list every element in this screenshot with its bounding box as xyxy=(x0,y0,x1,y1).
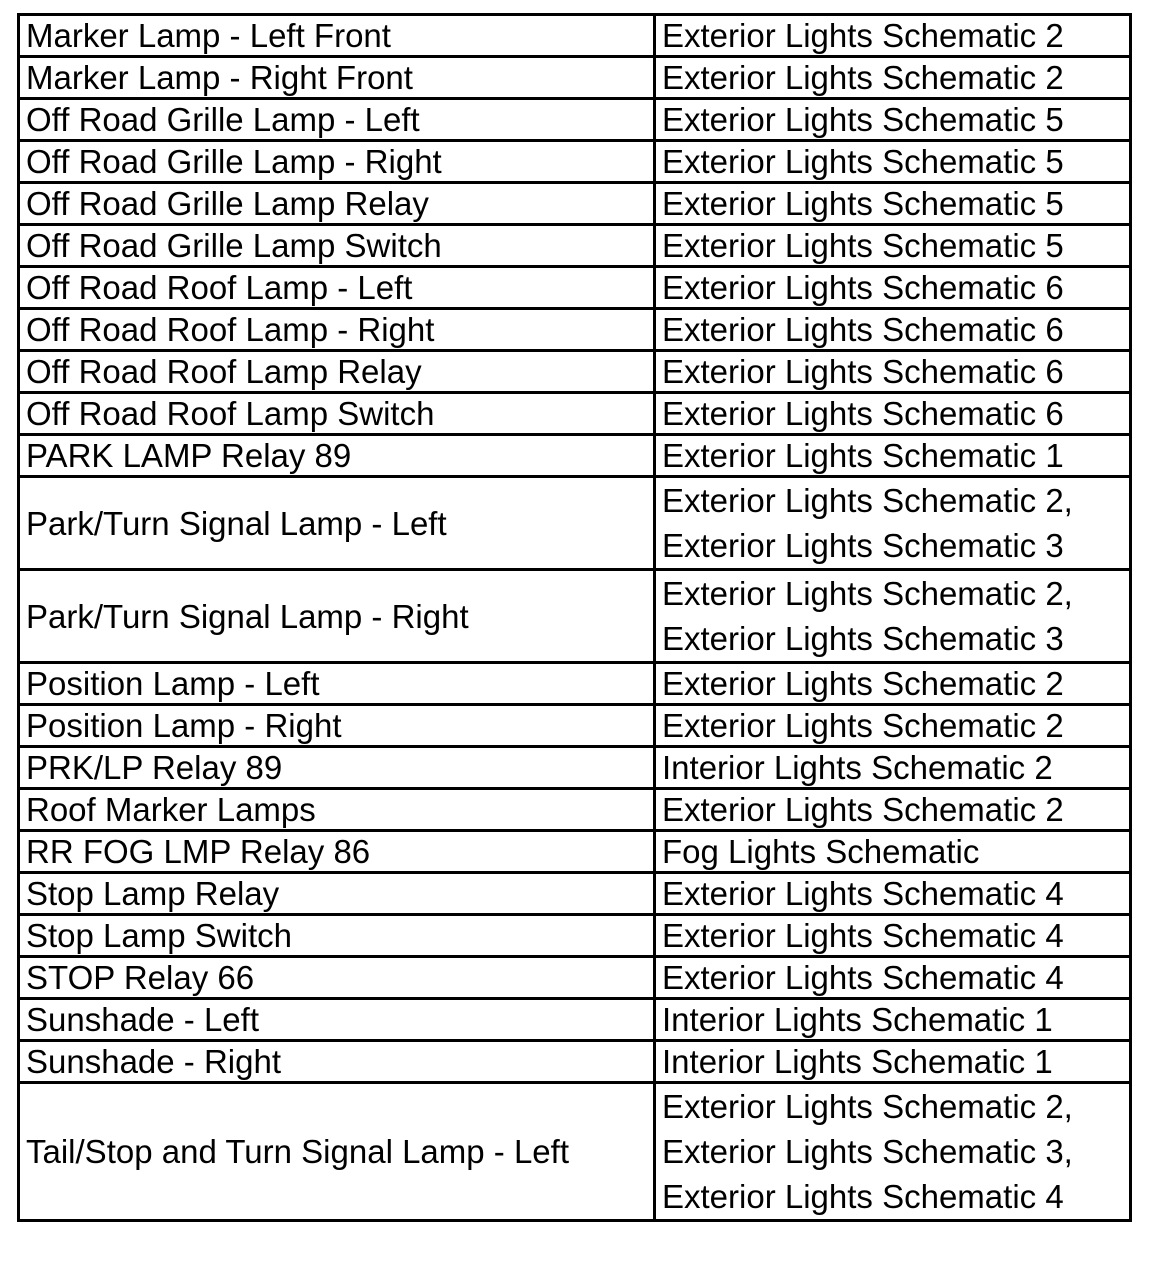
schematic-cell xyxy=(655,999,1131,1041)
schematic-cell xyxy=(655,915,1131,957)
schematic-cell xyxy=(655,183,1131,225)
table-row xyxy=(19,747,1131,789)
component-cell xyxy=(19,957,655,999)
component-cell xyxy=(19,789,655,831)
component-cell xyxy=(19,57,655,99)
component-cell xyxy=(19,435,655,477)
component-cell xyxy=(19,225,655,267)
component-cell xyxy=(19,267,655,309)
schematic-reference: Exterior Lights Schematic 2 xyxy=(662,791,1064,828)
schematic-reference: Exterior Lights Schematic 2 xyxy=(662,59,1064,96)
schematic-reference: Exterior Lights Schematic 4 xyxy=(662,917,1064,954)
component-name: Off Road Grille Lamp Relay xyxy=(26,185,429,222)
schematic-cell xyxy=(655,789,1131,831)
component-name: Off Road Grille Lamp - Right xyxy=(26,143,442,180)
schematic-reference: Exterior Lights Schematic 3 xyxy=(662,527,1064,564)
schematic-cell xyxy=(655,705,1131,747)
schematic-reference: Exterior Lights Schematic 4 xyxy=(662,1178,1064,1215)
table-row xyxy=(19,435,1131,477)
component-cell xyxy=(19,1041,655,1083)
component-cell xyxy=(19,477,655,570)
schematic-reference: Fog Lights Schematic xyxy=(662,833,980,870)
component-cell xyxy=(19,99,655,141)
schematic-cell xyxy=(655,747,1131,789)
table-row xyxy=(19,705,1131,747)
component-name: PRK/LP Relay 89 xyxy=(26,749,283,786)
schematic-cell xyxy=(655,141,1131,183)
schematic-reference: Interior Lights Schematic 1 xyxy=(662,1001,1053,1038)
component-name: Off Road Roof Lamp Relay xyxy=(26,353,422,390)
table-row xyxy=(19,570,1131,663)
schematic-reference: Exterior Lights Schematic 2 xyxy=(662,665,1064,702)
table-row xyxy=(19,663,1131,705)
table-row xyxy=(19,183,1131,225)
schematic-reference: Exterior Lights Schematic 4 xyxy=(662,959,1064,996)
table-row xyxy=(19,831,1131,873)
component-cell xyxy=(19,915,655,957)
table-row xyxy=(19,789,1131,831)
schematic-reference: Exterior Lights Schematic 5 xyxy=(662,101,1064,138)
schematic-reference: Interior Lights Schematic 1 xyxy=(662,1043,1053,1080)
schematic-cell xyxy=(655,267,1131,309)
schematic-cell xyxy=(655,309,1131,351)
table-row xyxy=(19,15,1131,57)
component-name: Off Road Roof Lamp - Right xyxy=(26,311,435,348)
schematic-reference: Exterior Lights Schematic 2, xyxy=(662,1088,1073,1125)
component-name: Park/Turn Signal Lamp - Right xyxy=(26,597,469,635)
table-row xyxy=(19,915,1131,957)
table-row xyxy=(19,141,1131,183)
schematic-cell xyxy=(655,435,1131,477)
component-name: Sunshade - Right xyxy=(26,1043,281,1080)
component-schematic-table xyxy=(17,13,1132,1222)
component-cell xyxy=(19,999,655,1041)
component-cell xyxy=(19,1083,655,1221)
schematic-reference: Exterior Lights Schematic 6 xyxy=(662,269,1064,306)
schematic-reference: Exterior Lights Schematic 2 xyxy=(662,707,1064,744)
schematic-reference: Exterior Lights Schematic 4 xyxy=(662,875,1064,912)
schematic-cell xyxy=(655,1041,1131,1083)
schematic-reference: Exterior Lights Schematic 6 xyxy=(662,353,1064,390)
schematic-cell xyxy=(655,351,1131,393)
schematic-reference: Exterior Lights Schematic 2, xyxy=(662,482,1073,519)
table-row xyxy=(19,1041,1131,1083)
component-name: Off Road Roof Lamp - Left xyxy=(26,269,413,306)
table-body xyxy=(19,15,1131,1221)
schematic-reference: Exterior Lights Schematic 2, xyxy=(662,575,1073,612)
schematic-cell xyxy=(655,99,1131,141)
component-cell xyxy=(19,873,655,915)
table-row xyxy=(19,999,1131,1041)
component-cell xyxy=(19,351,655,393)
component-cell xyxy=(19,831,655,873)
table-row xyxy=(19,393,1131,435)
component-name: PARK LAMP Relay 89 xyxy=(26,437,352,474)
component-name: Stop Lamp Switch xyxy=(26,917,292,954)
table-row xyxy=(19,309,1131,351)
component-name: STOP Relay 66 xyxy=(26,959,255,996)
table-row xyxy=(19,351,1131,393)
component-name: Off Road Grille Lamp - Left xyxy=(26,101,420,138)
component-name: Position Lamp - Left xyxy=(26,665,320,702)
table-row xyxy=(19,57,1131,99)
schematic-cell xyxy=(655,957,1131,999)
table-row xyxy=(19,957,1131,999)
table-row xyxy=(19,477,1131,570)
table-row xyxy=(19,873,1131,915)
schematic-reference: Exterior Lights Schematic 6 xyxy=(662,395,1064,432)
schematic-cell xyxy=(655,15,1131,57)
component-cell xyxy=(19,747,655,789)
schematic-reference: Exterior Lights Schematic 5 xyxy=(662,185,1064,222)
component-cell xyxy=(19,705,655,747)
schematic-cell xyxy=(655,225,1131,267)
component-cell xyxy=(19,183,655,225)
component-name: Marker Lamp - Left Front xyxy=(26,17,391,54)
schematic-cell xyxy=(655,477,1131,570)
component-cell xyxy=(19,309,655,351)
table-row xyxy=(19,267,1131,309)
schematic-reference: Exterior Lights Schematic 5 xyxy=(662,143,1064,180)
schematic-cell xyxy=(655,57,1131,99)
table-row xyxy=(19,99,1131,141)
schematic-reference: Exterior Lights Schematic 6 xyxy=(662,311,1064,348)
schematic-cell xyxy=(655,570,1131,663)
component-cell xyxy=(19,663,655,705)
table-row xyxy=(19,225,1131,267)
schematic-reference: Exterior Lights Schematic 5 xyxy=(662,227,1064,264)
schematic-reference: Exterior Lights Schematic 1 xyxy=(662,437,1064,474)
component-cell xyxy=(19,15,655,57)
component-name: Roof Marker Lamps xyxy=(26,791,316,828)
schematic-cell xyxy=(655,831,1131,873)
component-name: Off Road Grille Lamp Switch xyxy=(26,227,442,264)
component-cell xyxy=(19,393,655,435)
component-name: Sunshade - Left xyxy=(26,1001,259,1038)
component-name: Stop Lamp Relay xyxy=(26,875,280,912)
component-name: RR FOG LMP Relay 86 xyxy=(26,833,371,870)
component-cell xyxy=(19,570,655,663)
component-name: Park/Turn Signal Lamp - Left xyxy=(26,504,447,542)
schematic-reference: Exterior Lights Schematic 3 xyxy=(662,620,1064,657)
schematic-reference: Interior Lights Schematic 2 xyxy=(662,749,1053,786)
component-name: Position Lamp - Right xyxy=(26,707,342,744)
table-row xyxy=(19,1083,1131,1221)
schematic-reference: Exterior Lights Schematic 3, xyxy=(662,1133,1073,1170)
schematic-cell xyxy=(655,393,1131,435)
component-name: Marker Lamp - Right Front xyxy=(26,59,413,96)
schematic-cell xyxy=(655,1083,1131,1221)
schematic-cell xyxy=(655,663,1131,705)
schematic-reference: Exterior Lights Schematic 2 xyxy=(662,17,1064,54)
schematic-cell xyxy=(655,873,1131,915)
component-cell xyxy=(19,141,655,183)
component-name: Tail/Stop and Turn Signal Lamp - Left xyxy=(26,1133,569,1170)
component-name: Off Road Roof Lamp Switch xyxy=(26,395,435,432)
